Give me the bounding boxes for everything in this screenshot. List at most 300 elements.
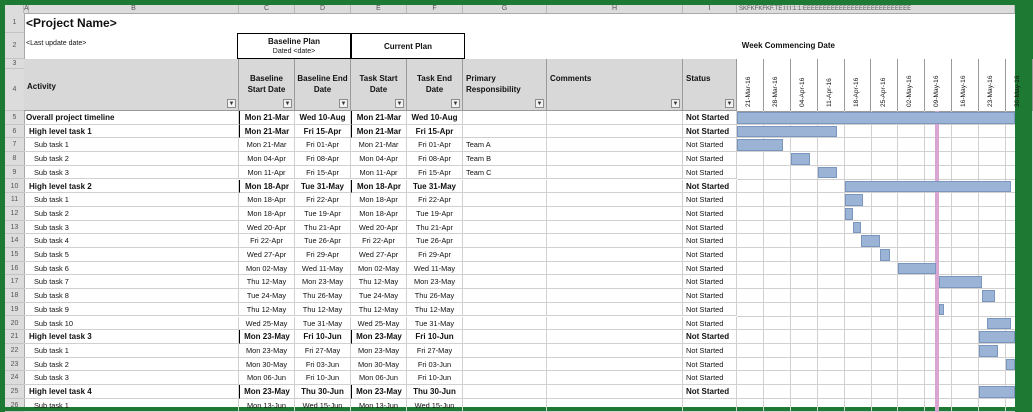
resp-cell[interactable] <box>463 275 547 289</box>
bs-cell[interactable]: Mon 21-Mar <box>239 138 295 152</box>
be-cell[interactable]: Wed 10-Aug <box>295 111 351 125</box>
bs-cell[interactable]: Thu 12-May <box>239 275 295 289</box>
row-header[interactable]: 10 <box>5 180 24 194</box>
filter-dropdown-task-end[interactable]: ▼ <box>452 101 459 107</box>
week-date-label: 02-May-16 <box>906 75 914 107</box>
ts-cell[interactable]: Thu 12-May <box>351 303 407 317</box>
column-header-a[interactable]: A <box>24 5 29 12</box>
comments-cell[interactable] <box>547 317 683 331</box>
te-cell[interactable]: Mon 23-May <box>407 275 463 289</box>
resp-cell[interactable] <box>463 207 547 221</box>
gantt-bar <box>939 276 982 288</box>
te-cell[interactable]: Fri 29-Apr <box>407 248 463 262</box>
status-cell[interactable]: Not Started <box>683 262 737 276</box>
header-task-end-label: Task End Date <box>417 74 452 94</box>
gantt-bar <box>979 331 1015 343</box>
be-cell[interactable]: Fri 10-Jun <box>295 330 351 344</box>
te-cell[interactable]: Wed 10-Aug <box>407 111 463 125</box>
ts-cell[interactable]: Mon 04-Apr <box>351 152 407 166</box>
last-update-date: <Last update date> <box>26 40 87 47</box>
te-cell[interactable]: Fri 10-Jun <box>407 371 463 385</box>
status-cell[interactable]: Not Started <box>683 344 737 358</box>
resp-cell[interactable]: Team C <box>463 166 547 180</box>
activity-cell[interactable]: Sub task 5 <box>24 248 239 262</box>
be-cell[interactable]: Fri 29-Apr <box>295 248 351 262</box>
gantt-bar <box>979 386 1015 398</box>
status-cell[interactable]: Not Started <box>683 221 737 235</box>
gantt-row-line <box>737 274 1015 275</box>
header-status[interactable] <box>683 59 737 111</box>
resp-cell[interactable] <box>463 125 547 139</box>
row-header[interactable]: 8 <box>5 152 24 166</box>
be-cell[interactable]: Fri 15-Apr <box>295 125 351 139</box>
be-cell[interactable]: Thu 30-Jun <box>295 385 351 399</box>
gantt-bar <box>737 126 837 138</box>
filter-dropdown-task-start[interactable]: ▼ <box>396 101 403 107</box>
comments-cell[interactable] <box>547 138 683 152</box>
baseline-plan-label: Baseline Plan <box>267 37 321 46</box>
row-header[interactable]: 12 <box>5 207 24 221</box>
ts-cell[interactable]: Wed 20-Apr <box>351 221 407 235</box>
bs-cell[interactable]: Mon 23-May <box>239 385 295 399</box>
be-cell[interactable]: Tue 31-May <box>295 180 351 194</box>
comments-cell[interactable] <box>547 344 683 358</box>
row-header[interactable]: 20 <box>5 317 24 331</box>
week-column-header <box>737 59 764 111</box>
activity-cell[interactable]: Sub task 2 <box>24 358 239 372</box>
te-cell[interactable]: Fri 22-Apr <box>407 193 463 207</box>
row-header[interactable]: 24 <box>5 371 24 385</box>
gantt-bar <box>880 249 891 261</box>
status-cell[interactable]: Not Started <box>683 138 737 152</box>
comments-cell[interactable] <box>547 207 683 221</box>
row-header[interactable]: 19 <box>5 303 24 317</box>
status-cell[interactable]: Not Started <box>683 180 737 194</box>
current-plan-label: Current Plan <box>383 42 432 51</box>
week-date-label: 04-Apr-16 <box>798 77 806 107</box>
row-header[interactable]: 17 <box>5 275 24 289</box>
ts-cell[interactable]: Mon 23-May <box>351 344 407 358</box>
status-cell[interactable]: Not Started <box>683 166 737 180</box>
resp-cell[interactable] <box>463 371 547 385</box>
gantt-row-line <box>737 124 1015 125</box>
gantt-row-line <box>737 151 1015 152</box>
comments-cell[interactable] <box>547 371 683 385</box>
bs-cell[interactable]: Tue 24-May <box>239 289 295 303</box>
column-header-c[interactable]: C <box>239 5 295 13</box>
bs-cell[interactable]: Mon 04-Apr <box>239 152 295 166</box>
te-cell[interactable]: Wed 15-Jun <box>407 399 463 412</box>
te-cell[interactable]: Fri 01-Apr <box>407 138 463 152</box>
be-cell[interactable]: Wed 15-Jun <box>295 399 351 412</box>
gantt-bar <box>818 167 837 179</box>
resp-cell[interactable] <box>463 234 547 248</box>
comments-cell[interactable] <box>547 275 683 289</box>
te-cell[interactable]: Tue 19-Apr <box>407 207 463 221</box>
spreadsheet <box>5 5 1021 410</box>
resp-cell[interactable] <box>463 399 547 412</box>
be-cell[interactable]: Wed 11-May <box>295 262 351 276</box>
status-cell[interactable]: Not Started <box>683 193 737 207</box>
status-cell[interactable]: Not Started <box>683 358 737 372</box>
row-header[interactable]: 3 <box>5 59 24 69</box>
activity-cell[interactable]: Sub task 1 <box>24 399 239 412</box>
activity-cell[interactable]: Sub task 1 <box>24 193 239 207</box>
gantt-row-line <box>737 384 1015 385</box>
gantt-row-line <box>737 357 1015 358</box>
resp-cell[interactable] <box>463 289 547 303</box>
ts-cell[interactable]: Mon 06-Jun <box>351 371 407 385</box>
row-header[interactable]: 7 <box>5 138 24 152</box>
ts-cell[interactable]: Mon 23-May <box>351 330 407 344</box>
te-cell[interactable]: Fri 08-Apr <box>407 152 463 166</box>
comments-cell[interactable] <box>547 262 683 276</box>
ts-cell[interactable]: Mon 21-Mar <box>351 111 407 125</box>
ts-cell[interactable]: Fri 22-Apr <box>351 234 407 248</box>
header-baseline-end[interactable] <box>295 59 351 111</box>
activity-cell[interactable]: Sub task 4 <box>24 234 239 248</box>
be-cell[interactable]: Tue 19-Apr <box>295 207 351 221</box>
row-header[interactable]: 1 <box>5 13 24 33</box>
current-plan-header[interactable] <box>351 33 465 59</box>
column-header-f[interactable]: F <box>407 5 463 13</box>
today-marker-line <box>935 111 939 412</box>
header-task-end[interactable] <box>407 59 463 111</box>
header-task-start[interactable] <box>351 59 407 111</box>
activity-cell[interactable]: Sub task 3 <box>24 371 239 385</box>
activity-cell[interactable]: Sub task 9 <box>24 303 239 317</box>
week-commencing-header[interactable] <box>683 33 1015 59</box>
status-cell[interactable]: Not Started <box>683 275 737 289</box>
status-cell[interactable]: Not Started <box>683 330 737 344</box>
gantt-row-line <box>737 247 1015 248</box>
be-cell[interactable]: Fri 10-Jun <box>295 371 351 385</box>
te-cell[interactable]: Fri 03-Jun <box>407 358 463 372</box>
column-header-b[interactable]: B <box>29 5 239 13</box>
status-cell[interactable]: Not Started <box>683 111 737 125</box>
bs-cell[interactable]: Mon 21-Mar <box>239 111 295 125</box>
comments-cell[interactable] <box>547 152 683 166</box>
ts-cell[interactable]: Mon 21-Mar <box>351 125 407 139</box>
comments-cell[interactable] <box>547 180 683 194</box>
bs-cell[interactable]: Fri 22-Apr <box>239 234 295 248</box>
gantt-bar <box>845 181 1012 193</box>
filter-dropdown-activity[interactable]: ▼ <box>228 101 235 107</box>
te-cell[interactable]: Thu 12-May <box>407 303 463 317</box>
ts-cell[interactable]: Wed 25-May <box>351 317 407 331</box>
be-cell[interactable]: Thu 12-May <box>295 303 351 317</box>
ts-cell[interactable]: Mon 18-Apr <box>351 207 407 221</box>
bs-cell[interactable]: Mon 23-May <box>239 344 295 358</box>
activity-cell[interactable]: Sub task 6 <box>24 262 239 276</box>
activity-cell[interactable]: Sub task 2 <box>24 152 239 166</box>
activity-cell[interactable]: High level task 3 <box>24 330 239 344</box>
baseline-plan-dated: Dated <date> <box>272 48 316 55</box>
column-header-i[interactable]: I <box>683 5 737 13</box>
row-header[interactable]: 18 <box>5 289 24 303</box>
gantt-bar <box>845 208 853 220</box>
gantt-row-line <box>737 398 1015 399</box>
gantt-row-line <box>737 165 1015 166</box>
bs-cell[interactable]: Mon 18-Apr <box>239 193 295 207</box>
bs-cell[interactable]: Mon 06-Jun <box>239 371 295 385</box>
project-name: <Project Name> <box>26 16 117 30</box>
status-cell[interactable] <box>683 399 737 412</box>
activity-cell[interactable]: Sub task 3 <box>24 166 239 180</box>
activity-cell[interactable]: High level task 4 <box>24 385 239 399</box>
gantt-bar <box>853 222 861 234</box>
gantt-bar <box>737 139 783 151</box>
ts-cell[interactable]: Thu 12-May <box>351 275 407 289</box>
ts-cell[interactable]: Wed 27-Apr <box>351 248 407 262</box>
row-header[interactable]: 9 <box>5 166 24 180</box>
resp-cell[interactable] <box>463 180 547 194</box>
resp-cell[interactable] <box>463 111 547 125</box>
gantt-row-line <box>737 302 1015 303</box>
resp-cell[interactable] <box>463 330 547 344</box>
baseline-plan-header[interactable] <box>237 33 351 59</box>
column-header-gantt-overflow: SKFKFKFKF.TE:l:l:l:1:1:EEEEEEEEEEEEEEEEEEEEEEEEEEE <box>737 5 1015 13</box>
gantt-row-line <box>737 220 1015 221</box>
status-cell[interactable]: Not Started <box>683 125 737 139</box>
activity-cell[interactable]: Sub task 1 <box>24 138 239 152</box>
resp-cell[interactable] <box>463 193 547 207</box>
week-date-label: 09-May-16 <box>933 75 941 107</box>
activity-cell[interactable]: Sub task 2 <box>24 207 239 221</box>
be-cell[interactable]: Mon 23-May <box>295 275 351 289</box>
te-cell[interactable]: Tue 31-May <box>407 180 463 194</box>
activity-cell[interactable]: Overall project timeline <box>24 111 239 125</box>
row-header[interactable]: 4 <box>5 69 24 111</box>
activity-cell[interactable]: Sub task 7 <box>24 275 239 289</box>
column-header-e[interactable]: E <box>351 5 407 13</box>
gantt-row-line <box>737 370 1015 371</box>
resp-cell[interactable] <box>463 358 547 372</box>
gantt-bar <box>791 153 810 165</box>
week-column-header <box>818 59 845 111</box>
be-cell[interactable]: Fri 22-Apr <box>295 193 351 207</box>
te-cell[interactable]: Wed 11-May <box>407 262 463 276</box>
header-primary-responsibility[interactable] <box>463 59 547 111</box>
status-cell[interactable]: Not Started <box>683 152 737 166</box>
bs-cell[interactable]: Wed 27-Apr <box>239 248 295 262</box>
status-cell[interactable]: Not Started <box>683 303 737 317</box>
comments-cell[interactable] <box>547 193 683 207</box>
gantt-bar <box>737 112 1015 124</box>
ts-cell[interactable]: Mon 02-May <box>351 262 407 276</box>
header-activity[interactable] <box>24 59 239 111</box>
gantt-week-header <box>737 59 1021 112</box>
be-cell[interactable]: Fri 01-Apr <box>295 138 351 152</box>
row-header[interactable]: 2 <box>5 33 24 59</box>
gantt-row-line <box>737 316 1015 317</box>
te-cell[interactable]: Fri 27-May <box>407 344 463 358</box>
te-cell[interactable]: Fri 15-Apr <box>407 125 463 139</box>
row-header[interactable]: 15 <box>5 248 24 262</box>
ts-cell[interactable]: Mon 18-Apr <box>351 180 407 194</box>
filter-dropdown-baseline-start[interactable]: ▼ <box>284 101 291 107</box>
gantt-bar <box>845 194 864 206</box>
comments-cell[interactable] <box>547 289 683 303</box>
comments-cell[interactable] <box>547 248 683 262</box>
ts-cell[interactable]: Mon 30-May <box>351 358 407 372</box>
bs-cell[interactable]: Mon 11-Apr <box>239 166 295 180</box>
be-cell[interactable]: Thu 21-Apr <box>295 221 351 235</box>
filter-dropdown-primary-resp[interactable]: ▼ <box>536 101 543 107</box>
activity-cell[interactable]: Sub task 10 <box>24 317 239 331</box>
resp-cell[interactable] <box>463 262 547 276</box>
row-header[interactable]: 26 <box>5 399 24 412</box>
bs-cell[interactable]: Mon 02-May <box>239 262 295 276</box>
row-header[interactable]: 23 <box>5 358 24 372</box>
comments-cell[interactable] <box>547 358 683 372</box>
resp-cell[interactable] <box>463 385 547 399</box>
gantt-row-line <box>737 343 1015 344</box>
week-date-label: 28-Mar-16 <box>771 76 779 107</box>
gantt-bar <box>979 345 998 357</box>
ts-cell[interactable]: Mon 21-Mar <box>351 138 407 152</box>
bs-cell[interactable]: Mon 21-Mar <box>239 125 295 139</box>
be-cell[interactable]: Fri 15-Apr <box>295 166 351 180</box>
bs-cell[interactable]: Mon 23-May <box>239 330 295 344</box>
bs-cell[interactable]: Mon 18-Apr <box>239 207 295 221</box>
column-header-d[interactable]: D <box>295 5 351 13</box>
gantt-bar <box>939 304 944 316</box>
week-date-label: 30-May-16 <box>1014 75 1021 107</box>
te-cell[interactable]: Fri 10-Jun <box>407 330 463 344</box>
comments-cell[interactable] <box>547 125 683 139</box>
header-status-label: Status <box>686 74 711 83</box>
te-cell[interactable]: Thu 30-Jun <box>407 385 463 399</box>
be-cell[interactable]: Fri 08-Apr <box>295 152 351 166</box>
row-header[interactable]: 25 <box>5 385 24 399</box>
te-cell[interactable]: Thu 21-Apr <box>407 221 463 235</box>
ts-cell[interactable]: Tue 24-May <box>351 289 407 303</box>
te-cell[interactable]: Thu 26-May <box>407 289 463 303</box>
week-date-label: 11-Apr-16 <box>825 78 833 107</box>
filter-dropdown-baseline-end[interactable]: ▼ <box>340 101 347 107</box>
resp-cell[interactable] <box>463 303 547 317</box>
comments-cell[interactable] <box>547 399 683 412</box>
week-column-header <box>845 59 872 111</box>
comments-cell[interactable] <box>547 166 683 180</box>
bs-cell[interactable]: Wed 25-May <box>239 317 295 331</box>
status-cell[interactable]: Not Started <box>683 317 737 331</box>
gantt-row-line <box>737 179 1015 180</box>
resp-cell[interactable] <box>463 248 547 262</box>
resp-cell[interactable] <box>463 344 547 358</box>
row-header[interactable]: 11 <box>5 193 24 207</box>
row-header[interactable]: 5 <box>5 111 24 125</box>
header-comments[interactable] <box>547 59 683 111</box>
header-baseline-end-label: Baseline End Date <box>297 74 348 94</box>
status-cell[interactable]: Not Started <box>683 248 737 262</box>
be-cell[interactable]: Tue 26-Apr <box>295 234 351 248</box>
header-activity-label: Activity <box>27 82 56 91</box>
resp-cell[interactable]: Team A <box>463 138 547 152</box>
week-commencing-label: Week Commencing Date <box>741 41 835 50</box>
comments-cell[interactable] <box>547 221 683 235</box>
row-header[interactable]: 21 <box>5 330 24 344</box>
be-cell[interactable]: Thu 26-May <box>295 289 351 303</box>
row-header[interactable]: 22 <box>5 344 24 358</box>
te-cell[interactable]: Fri 15-Apr <box>407 166 463 180</box>
bs-cell[interactable]: Mon 18-Apr <box>239 180 295 194</box>
ts-cell[interactable]: Mon 18-Apr <box>351 193 407 207</box>
resp-cell[interactable] <box>463 221 547 235</box>
activity-cell[interactable]: Sub task 8 <box>24 289 239 303</box>
activity-cell[interactable]: Sub task 1 <box>24 344 239 358</box>
bs-cell[interactable]: Thu 12-May <box>239 303 295 317</box>
header-baseline-start[interactable] <box>239 59 295 111</box>
gantt-row-line <box>737 206 1015 207</box>
activity-cell[interactable]: High level task 1 <box>24 125 239 139</box>
comments-cell[interactable] <box>547 330 683 344</box>
bs-cell[interactable]: Wed 20-Apr <box>239 221 295 235</box>
week-column-header <box>979 59 1006 111</box>
column-header-g[interactable]: G <box>463 5 547 13</box>
activity-cell[interactable]: Sub task 3 <box>24 221 239 235</box>
be-cell[interactable]: Tue 31-May <box>295 317 351 331</box>
header-task-start-label: Task Start Date <box>359 74 398 94</box>
comments-cell[interactable] <box>547 234 683 248</box>
header-comments-label: Comments <box>550 74 592 83</box>
activity-cell[interactable]: High level task 2 <box>24 180 239 194</box>
comments-cell[interactable] <box>547 385 683 399</box>
week-column-header <box>898 59 925 111</box>
column-header-h[interactable]: H <box>547 5 683 13</box>
week-date-label: 16-May-16 <box>960 75 968 107</box>
ts-cell[interactable]: Mon 11-Apr <box>351 166 407 180</box>
te-cell[interactable]: Tue 26-Apr <box>407 234 463 248</box>
row-header[interactable]: 6 <box>5 125 24 139</box>
status-cell[interactable]: Not Started <box>683 234 737 248</box>
filter-dropdown-status[interactable]: ▼ <box>726 101 733 107</box>
bs-cell[interactable]: Mon 13-Jun <box>239 399 295 412</box>
gantt-row-line <box>737 233 1015 234</box>
be-cell[interactable]: Fri 03-Jun <box>295 358 351 372</box>
gantt-row-line <box>737 329 1015 330</box>
week-column-header <box>925 59 952 111</box>
header-baseline-start-label: Baseline Start Date <box>247 74 286 94</box>
header-primary-resp-label: Primary Responsibility <box>466 74 521 94</box>
ts-cell[interactable]: Mon 13-Jun <box>351 399 407 412</box>
status-cell[interactable]: Not Started <box>683 207 737 221</box>
last-update-cell[interactable] <box>24 33 239 61</box>
week-date-label: 21-Mar-16 <box>745 76 752 107</box>
row-header[interactable]: 13 <box>5 221 24 235</box>
ts-cell[interactable]: Mon 23-May <box>351 385 407 399</box>
gantt-chart-area <box>737 111 1015 407</box>
project-name-cell[interactable] <box>24 13 239 33</box>
status-cell[interactable]: Not Started <box>683 371 737 385</box>
select-all-corner[interactable] <box>5 5 24 13</box>
gantt-bar <box>898 263 936 275</box>
week-column-header <box>1006 59 1033 111</box>
bs-cell[interactable]: Mon 30-May <box>239 358 295 372</box>
comments-cell[interactable] <box>547 111 683 125</box>
row-header[interactable]: 16 <box>5 262 24 276</box>
comments-cell[interactable] <box>547 303 683 317</box>
row-header[interactable]: 14 <box>5 234 24 248</box>
status-cell[interactable]: Not Started <box>683 385 737 399</box>
resp-cell[interactable]: Team B <box>463 152 547 166</box>
status-cell[interactable]: Not Started <box>683 289 737 303</box>
resp-cell[interactable] <box>463 317 547 331</box>
filter-dropdown-comments[interactable]: ▼ <box>672 101 679 107</box>
te-cell[interactable]: Tue 31-May <box>407 317 463 331</box>
be-cell[interactable]: Fri 27-May <box>295 344 351 358</box>
